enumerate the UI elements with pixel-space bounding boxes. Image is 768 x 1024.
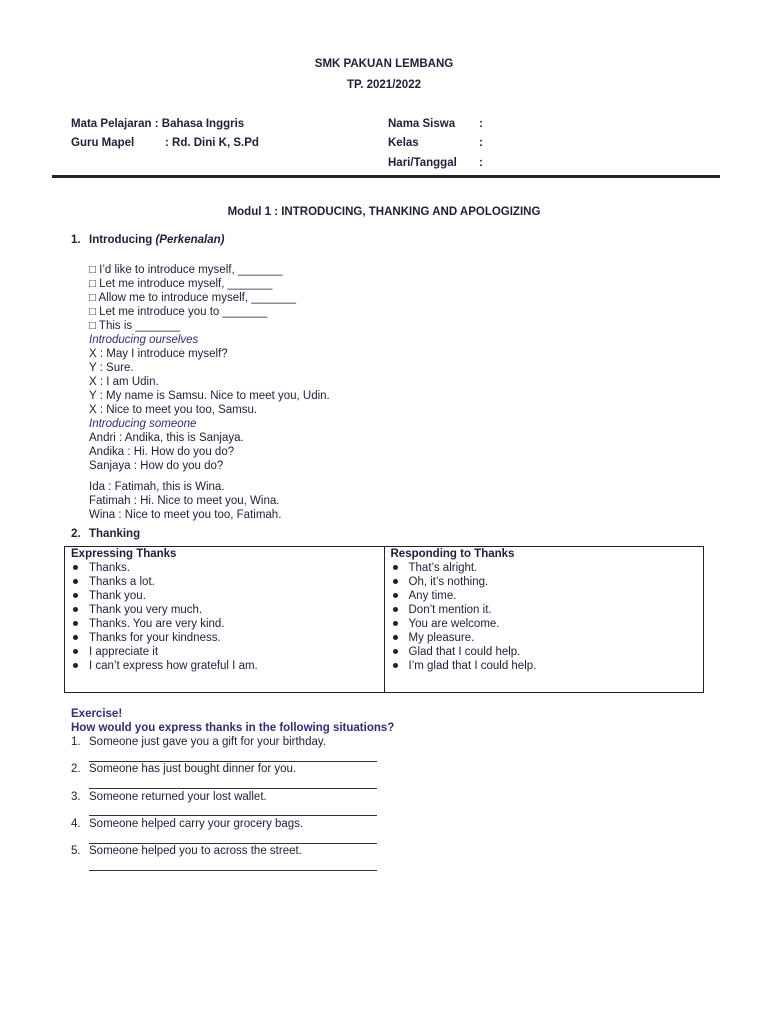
dialog-line: Fatimah : Hi. Nice to meet you, Wina. xyxy=(89,495,280,507)
list-item-text: That’s alright. xyxy=(408,562,478,574)
list-item-text: My pleasure. xyxy=(408,632,475,644)
list-item-text: Any time. xyxy=(408,590,457,602)
subject-label: Mata Pelajaran : Bahasa Inggris xyxy=(71,118,245,130)
exercise-text: Someone helped carry your grocery bags. xyxy=(89,818,304,830)
answer-line[interactable] xyxy=(89,788,377,789)
list-item-text: Oh, it’s nothing. xyxy=(408,576,489,588)
school-name: SMK PAKUAN LEMBANG xyxy=(314,58,454,70)
list-item xyxy=(391,603,698,617)
list-item xyxy=(71,617,378,631)
list-item xyxy=(71,575,378,589)
exercise-num: 3. xyxy=(71,791,81,803)
school-year: TP. 2021/2022 xyxy=(347,79,421,91)
list-item-text: I’m glad that I could help. xyxy=(408,660,537,672)
section1-title-paren: (Perkenalan) xyxy=(155,234,225,246)
list-item xyxy=(71,603,378,617)
list-item xyxy=(71,631,378,645)
list-item-text: I appreciate it xyxy=(89,646,159,658)
list-item-text: Glad that I could help. xyxy=(408,646,521,658)
dialog-line: X : I am Udin. xyxy=(89,376,159,388)
exercise-text: Someone has just bought dinner for you. xyxy=(89,763,297,775)
header-divider xyxy=(52,175,720,178)
responding-header: Responding to Thanks xyxy=(390,548,515,560)
expressing-header: Expressing Thanks xyxy=(71,548,177,560)
phrase-item: □ Let me introduce myself, _______ xyxy=(89,278,273,290)
bullet-icon xyxy=(73,607,78,612)
exercise-text: Someone returned your lost wallet. xyxy=(89,791,267,803)
exercise-num: 1. xyxy=(71,736,81,748)
list-item-text: Thank you very much. xyxy=(89,604,203,616)
list-item-text: You are welcome. xyxy=(408,618,500,630)
responding-column xyxy=(384,547,704,693)
answer-line[interactable] xyxy=(89,761,377,762)
bullet-icon xyxy=(393,607,398,612)
list-item-text: Thanks for your kindness. xyxy=(89,632,221,644)
list-item xyxy=(391,617,698,631)
section2-number: 2. xyxy=(71,528,81,540)
answer-line[interactable] xyxy=(89,815,377,816)
dialog-line: Sanjaya : How do you do? xyxy=(89,460,224,472)
bullet-icon xyxy=(393,635,398,640)
section1-number: 1. xyxy=(71,234,81,246)
date-colon: : xyxy=(479,157,483,169)
bullet-icon xyxy=(393,663,398,668)
student-name-label: Nama Siswa xyxy=(388,118,456,130)
phrase-list xyxy=(89,263,330,473)
bullet-icon xyxy=(73,663,78,668)
teacher-label: Guru Mapel xyxy=(71,137,135,149)
list-item xyxy=(71,561,378,575)
student-name-colon: : xyxy=(479,118,483,130)
teacher-value: : Rd. Dini K, S.Pd xyxy=(165,137,259,149)
list-item xyxy=(391,561,698,575)
exercise-num: 4. xyxy=(71,818,81,830)
list-item-text: Thanks. You are very kind. xyxy=(89,618,225,630)
subheading-someone: Introducing someone xyxy=(89,418,197,430)
dialog-line: X : May I introduce myself? xyxy=(89,348,228,360)
section1-title xyxy=(89,234,224,246)
list-item xyxy=(391,659,698,673)
bullet-icon xyxy=(393,649,398,654)
module-title: Modul 1 : INTRODUCING, THANKING AND APOLOGIZING xyxy=(227,206,541,218)
bullet-icon xyxy=(73,649,78,654)
phrase-item: □ This is _______ xyxy=(89,320,181,332)
subheading-ourselves: Introducing ourselves xyxy=(89,334,199,346)
phrase-item: □ Let me introduce you to _______ xyxy=(89,306,268,318)
date-label: Hari/Tanggal xyxy=(388,157,457,169)
bullet-icon xyxy=(73,579,78,584)
list-item-text: Don’t mention it. xyxy=(408,604,492,616)
bullet-icon xyxy=(73,621,78,626)
dialog-line: Andika : Hi. How do you do? xyxy=(89,446,235,458)
list-item-text: Thank you. xyxy=(89,590,146,602)
exercise-text: Someone just gave you a gift for your birthday. xyxy=(89,736,326,748)
list-item xyxy=(71,589,378,603)
bullet-icon xyxy=(393,579,398,584)
list-item xyxy=(391,575,698,589)
exercise-num: 2. xyxy=(71,763,81,775)
exercise-text: Someone helped you to across the street. xyxy=(89,845,302,857)
dialog-line: Wina : Nice to meet you too, Fatimah. xyxy=(89,509,282,521)
list-item xyxy=(71,659,378,673)
dialog-line: Y : My name is Samsu. Nice to meet you, Udin. xyxy=(89,390,330,402)
class-colon: : xyxy=(479,137,483,149)
phrase-item: □ Allow me to introduce myself, _______ xyxy=(89,292,297,304)
list-item xyxy=(391,645,698,659)
bullet-icon xyxy=(73,593,78,598)
bullet-icon xyxy=(393,621,398,626)
list-item xyxy=(391,631,698,645)
dialog-line: Y : Sure. xyxy=(89,362,134,374)
exercise-num: 5. xyxy=(71,845,81,857)
dialog-block-2 xyxy=(89,480,281,522)
dialog-line: X : Nice to meet you too, Samsu. xyxy=(89,404,258,416)
phrase-item: □ I’d like to introduce myself, _______ xyxy=(89,264,283,276)
dialog-line: Andri : Andika, this is Sanjaya. xyxy=(89,432,244,444)
answer-line[interactable] xyxy=(89,870,377,871)
section2-title: Thanking xyxy=(89,528,141,540)
list-item-text: Thanks. xyxy=(89,562,130,574)
answer-line[interactable] xyxy=(89,843,377,844)
section1-title-text: Introducing xyxy=(89,234,156,246)
list-item xyxy=(71,645,378,659)
exercise-question: How would you express thanks in the following situations? xyxy=(71,722,395,734)
dialog-line: Ida : Fatimah, this is Wina. xyxy=(89,481,225,493)
list-item-text: I can’t express how grateful I am. xyxy=(89,660,258,672)
exercise-title: Exercise! xyxy=(71,708,123,720)
bullet-icon xyxy=(73,635,78,640)
bullet-icon xyxy=(73,565,78,570)
list-item-text: Thanks a lot. xyxy=(89,576,155,588)
bullet-icon xyxy=(393,565,398,570)
bullet-icon xyxy=(393,593,398,598)
list-item xyxy=(391,589,698,603)
thanks-table xyxy=(64,546,704,693)
expressing-column xyxy=(65,547,385,693)
class-label: Kelas xyxy=(388,137,419,149)
